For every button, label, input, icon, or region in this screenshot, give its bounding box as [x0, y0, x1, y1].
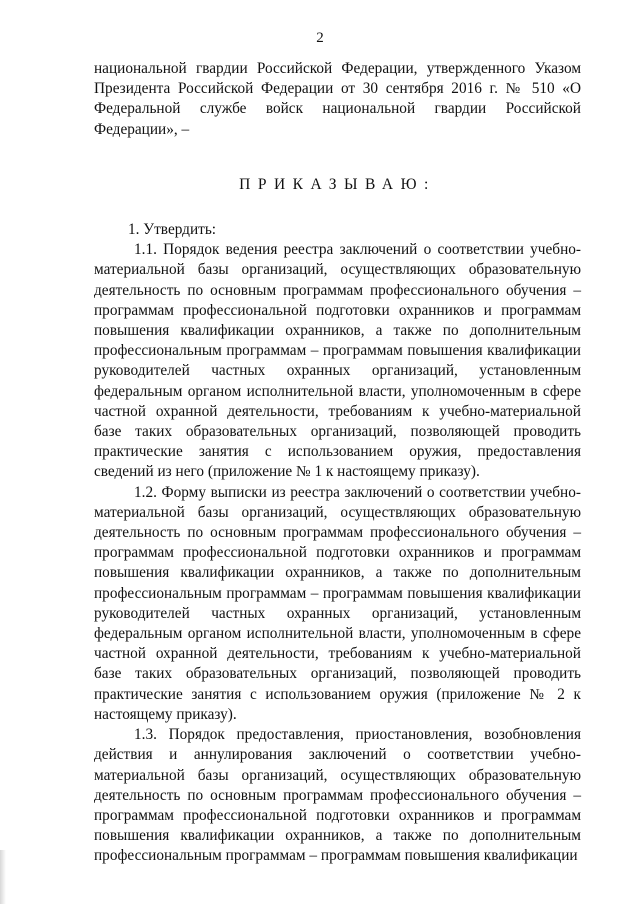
item-1-3: 1.3. Порядок предоставления, приостановления, возобновления действия и аннулирования заключений о соответствии учебно-материальной базы организаций, осуществляющих образовательную деятельность по основным программам профессионального обучения – программам профессиональной подготовки охранников и программам повышения квалификации охранников, а также по дополнительным профессиональным программам – программам повышения квалификации: [94, 726, 581, 865]
item-1-2: 1.2. Форму выписки из реестра заключений о соответствии учебно-материальной базы организаций, осуществляющих образовательную деятельность по основным программам профессионального обучения – программам профессиональной подготовки охранников и программам повышения квалификации охранников, а также по дополнительным профессиональным программам – программам повышения квалификации руководителей частных охранных организаций, установленным федеральным органом исполнительной власти, уполномоченным в сфере частной охранной деятельности, требованиям к учебно-материальной базе таких образовательных организаций, позволяющей проводить практические занятия с использованием оружия (приложение № 2 к настоящему приказу).: [94, 483, 581, 723]
document-body: [94, 59, 581, 867]
scan-edge-shadow: [0, 850, 6, 904]
item-1: 1. Утвердить:: [128, 221, 217, 239]
order-heading: ПРИКАЗЫВАЮ:: [239, 175, 436, 193]
page-number: 2: [316, 30, 324, 46]
intro-paragraph: национальной гвардии Российской Федерации, утвержденного Указом Президента Российской Федерации от 30 сентября 2016 г. № 510 «О Федеральной службе войск национальной гвардии Российской Федерации», –: [94, 60, 581, 138]
item-1-1: 1.1. Порядок ведения реестра заключений о соответствии учебно-материальной базы организаций, осуществляющих образовательную деятельность по основным программам профессионального обучения – программам профессиональной подготовки охранников и программам повышения квалификации охранников, а также по дополнительным профессиональным программам – программам повышения квалификации руководителей частных охранных организаций, установленным федеральным органом исполнительной власти, уполномоченным в сфере частной охранной деятельности, требованиям к учебно-материальной базе таких образовательных организаций, позволяющей проводить практические занятия с использованием оружия, предоставления сведений из него (приложение № 1 к настоящему приказу).: [94, 241, 581, 481]
